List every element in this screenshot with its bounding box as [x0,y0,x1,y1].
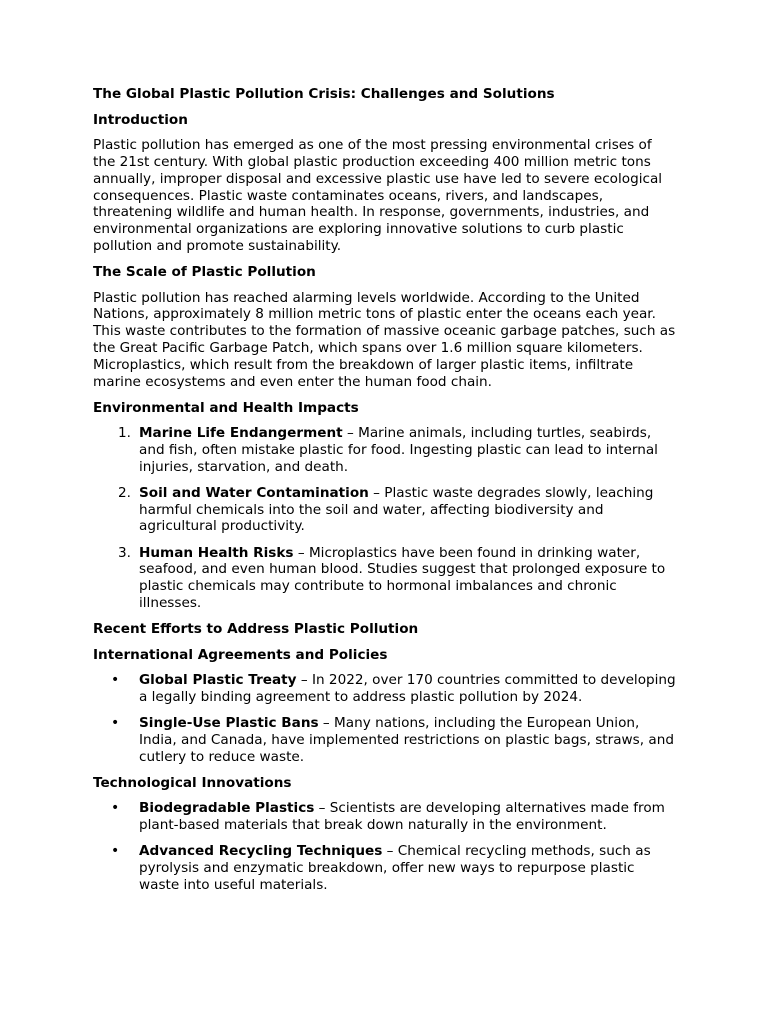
list-item-term: Biodegradable Plastics [139,800,315,817]
list-item-text: – Plastic waste degrades slowly, leaching harmful chemicals into the soil and water, affecting biodiversity and agricultural productivity. [139,484,654,535]
list-item-text: – Chemical recycling methods, such as pyrolysis and enzymatic breakdown, offer new ways to repurpose plastic waste into useful materials. [139,843,651,893]
list-item [93,800,676,834]
scale-paragraph: Plastic pollution has reached alarming levels worldwide. According to the United Nations, approximately 8 million metric tons of plastic enter the oceans each year. This waste contributes to the formation of massive oceanic garbage patches, such as the Great Pacific Garbage Patch, which spans over 1.6 million square kilometers. Microplastics, which result from the breakdown of larger plastic items, infiltrate marine ecosystems and even enter the human food chain. [93,289,676,390]
list-number: 2. [118,484,131,501]
list-item-term: Soil and Water Contamination [139,484,369,501]
document-title: The Global Plastic Pollution Crisis: Challenges and Solutions [93,86,555,102]
list-number: 3. [118,544,131,561]
list-item [93,843,676,893]
list-item [93,485,676,535]
technology-heading: Technological Innovations [93,774,292,791]
agreements-list [93,672,676,765]
list-item-text: – Microplastics have been found in drinking water, seafood, and even human blood. Studies suggest that prolonged exposure to plastic chemicals may contribute to hormonal imbalances and chronic illnesses. [139,544,666,612]
bullet-icon: • [111,672,120,689]
list-number: 1. [118,425,131,442]
introduction-paragraph: Plastic pollution has emerged as one of the most pressing environmental crises of the 21st century. With global plastic production exceeding 400 million metric tons annually, improper disposal and excessive plastic use have led to severe ecological consequences. Plastic waste contaminates oceans, rivers, and landscapes, threatening wildlife and human health. In response, governments, industries, and environmental organizations are exploring innovative solutions to curb plastic pollution and promote sustainability. [93,137,663,254]
list-item [93,715,676,765]
impacts-list [93,425,676,612]
agreements-heading: International Agreements and Policies [93,646,388,663]
list-item-text: – Marine animals, including turtles, seabirds, and fish, often mistake plastic for food. Ingesting plastic can lead to internal injuries, starvation, and death. [139,425,658,475]
list-item [93,672,676,706]
list-item-term: Global Plastic Treaty [139,672,297,689]
list-item-term: Advanced Recycling Techniques [139,843,383,860]
scale-heading: The Scale of Plastic Pollution [93,264,316,281]
efforts-heading: Recent Efforts to Address Plastic Pollution [93,621,419,638]
list-item-term: Marine Life Endangerment [139,425,343,442]
list-item-term: Single-Use Plastic Bans [139,715,319,732]
list-item-text: – Scientists are developing alternatives made from plant-based materials that break down naturally in the environment. [139,800,665,833]
introduction-heading: Introduction [93,111,188,128]
technology-list [93,800,676,893]
list-item-text: – Many nations, including the European Union, India, and Canada, have implemented restrictions on plastic bags, straws, and cutlery to reduce waste. [139,715,674,765]
bullet-icon: • [111,843,120,860]
impacts-heading: Environmental and Health Impacts [93,399,359,416]
list-item-term: Human Health Risks [139,544,294,561]
list-item-text: – In 2022, over 170 countries committed to developing a legally binding agreement to address plastic pollution by 2024. [139,672,676,705]
bullet-icon: • [111,800,120,817]
list-item [93,545,676,612]
list-item [93,425,676,475]
bullet-icon: • [111,715,120,732]
